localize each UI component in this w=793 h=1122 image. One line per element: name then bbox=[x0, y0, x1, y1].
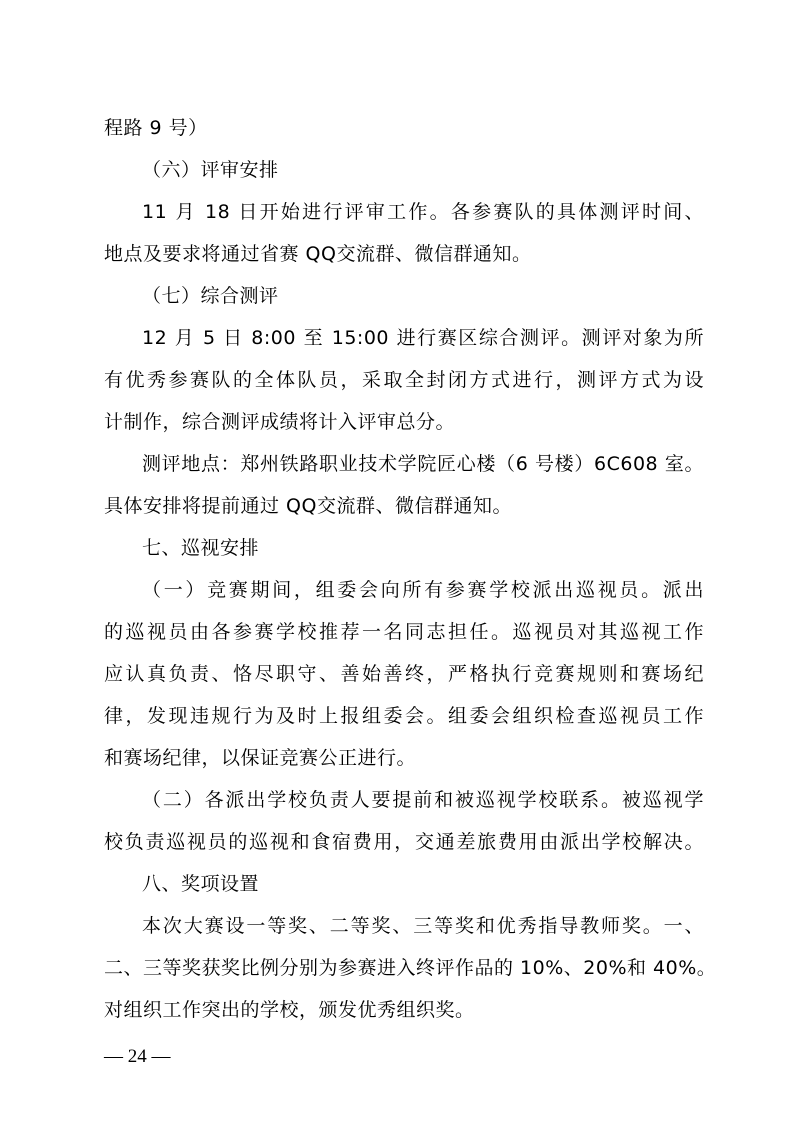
text-line: 有优秀参赛队的全体队员，采取全封闭方式进行，测评方式为设 bbox=[104, 369, 704, 391]
text-line: 测评地点：郑州铁路职业技术学院匠心楼（6 号楼）6C608 室。 bbox=[142, 453, 704, 475]
text-line: 和赛场纪律，以保证竞赛公正进行。 bbox=[104, 747, 417, 769]
text-line: 12 月 5 日 8:00 至 15:00 进行赛区综合测评。测评对象为所 bbox=[142, 327, 704, 349]
text-line: 程路 9 号） bbox=[104, 117, 208, 139]
text-line: 对组织工作突出的学校，颁发优秀组织奖。 bbox=[104, 999, 475, 1021]
section-heading: 七、巡视安排 bbox=[142, 537, 260, 559]
text-line: 的巡视员由各参赛学校推荐一名同志担任。巡视员对其巡视工作 bbox=[104, 621, 704, 643]
page-number: — 24 — bbox=[104, 1046, 171, 1067]
text-line: （一）竞赛期间，组委会向所有参赛学校派出巡视员。派出 bbox=[142, 579, 704, 601]
text-line: 本次大赛设一等奖、二等奖、三等奖和优秀指导教师奖。一、 bbox=[142, 915, 704, 937]
text-line: 二、三等奖获奖比例分别为参赛进入终评作品的 10%、20%和 40%。 bbox=[104, 957, 717, 979]
text-line: 11 月 18 日开始进行评审工作。各参赛队的具体测评时间、 bbox=[142, 201, 704, 223]
text-line: 律，发现违规行为及时上报组委会。组委会组织检查巡视员工作 bbox=[104, 705, 704, 727]
text-line: 地点及要求将通过省赛 QQ交流群、微信群通知。 bbox=[104, 243, 532, 265]
text-line: 校负责巡视员的巡视和食宿费用，交通差旅费用由派出学校解决。 bbox=[104, 831, 704, 853]
text-line: 计制作，综合测评成绩将计入评审总分。 bbox=[104, 411, 456, 433]
section-heading: （六）评审安排 bbox=[142, 159, 279, 181]
text-line: （二）各派出学校负责人要提前和被巡视学校联系。被巡视学 bbox=[142, 789, 704, 811]
section-heading: （七）综合测评 bbox=[142, 285, 279, 307]
text-line: 应认真负责、恪尽职守、善始善终，严格执行竞赛规则和赛场纪 bbox=[104, 663, 704, 685]
text-line: 具体安排将提前通过 QQ交流群、微信群通知。 bbox=[104, 495, 512, 517]
section-heading: 八、奖项设置 bbox=[142, 873, 260, 895]
